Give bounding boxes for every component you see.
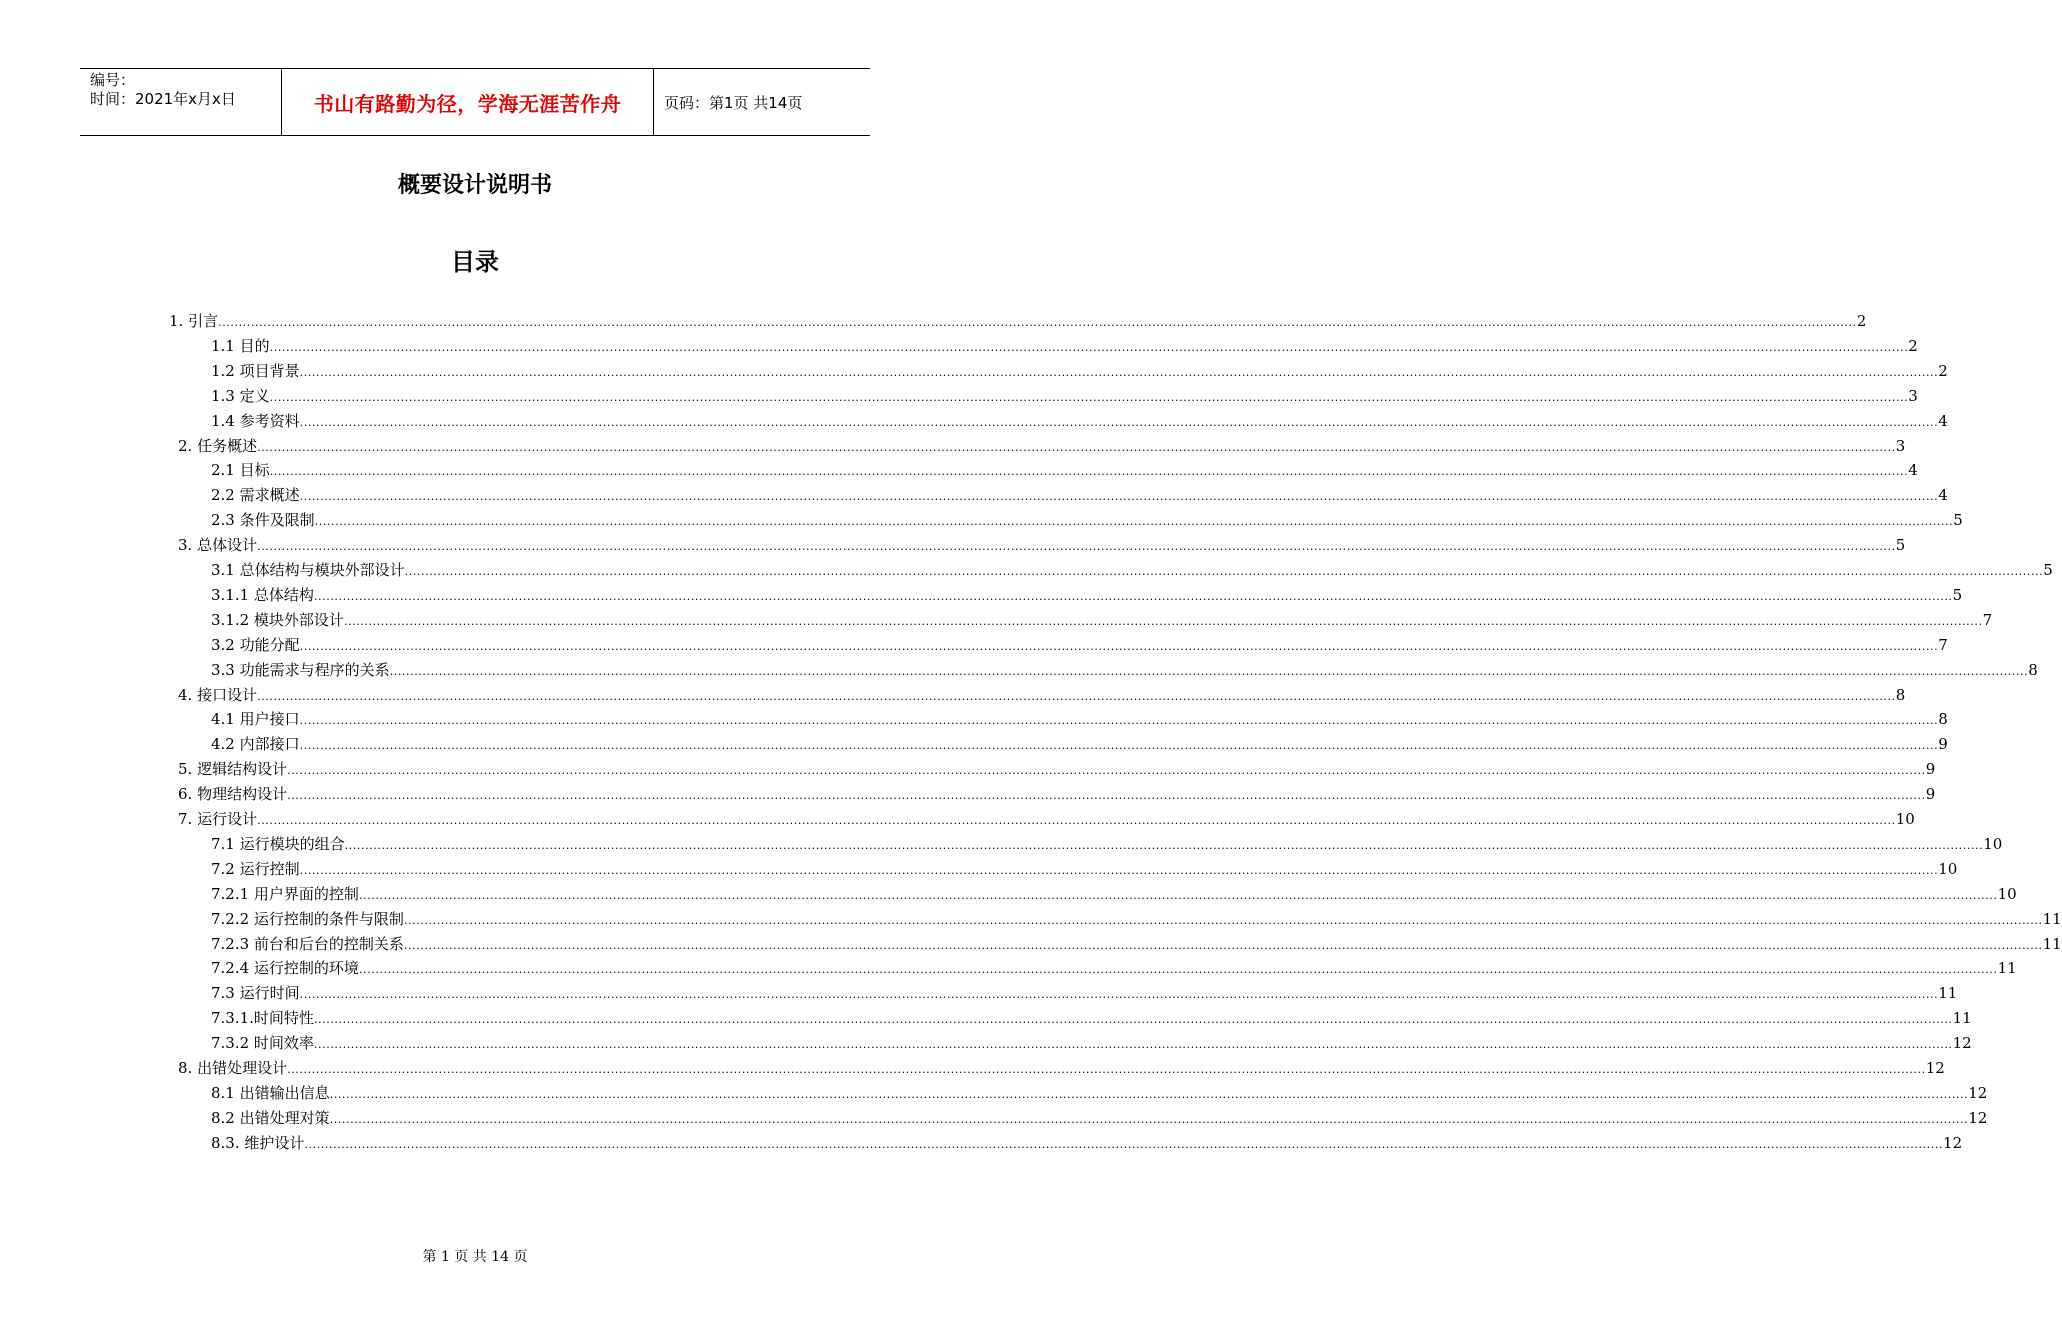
toc-dot-leader: ................................................................................................................................................................................................................................................................................................................................................................................................................ [299, 639, 1939, 653]
header-number: 编号： [90, 71, 136, 89]
toc-entry[interactable] [211, 409, 1948, 433]
toc-entry-page: 9 [1938, 735, 1948, 754]
toc-dot-leader: ................................................................................................................................................................................................................................................................................................................................................................................................................ [358, 888, 1998, 902]
toc-dot-leader: ................................................................................................................................................................................................................................................................................................................................................................................................................ [269, 390, 1909, 404]
toc-entry-label: 3.3 功能需求与程序的关系 [211, 660, 390, 679]
toc-entry-label: 2.2 需求概述 [211, 486, 300, 505]
toc-entry-label: 8.1 出错输出信息 [211, 1083, 330, 1102]
toc-entry-label: 6. 物理结构设计 [178, 785, 288, 804]
toc-entry-label: 1.4 参考资料 [211, 411, 300, 430]
toc-entry-label: 7.3.2 时间效率 [211, 1034, 314, 1053]
toc-dot-leader: ................................................................................................................................................................................................................................................................................................................................................................................................................ [257, 814, 1896, 827]
toc-dot-leader: ................................................................................................................................................................................................................................................................................................................................................................................................................ [257, 689, 1896, 703]
toc-dot-leader: ................................................................................................................................................................................................................................................................................................................................................................................................................ [269, 340, 1909, 354]
toc-entry-label: 8.2 出错处理对策 [211, 1108, 330, 1127]
toc-entry-page: 7 [1982, 610, 1993, 629]
toc-entry-page: 9 [1925, 760, 1936, 779]
toc-entry-page: 4 [1938, 411, 1948, 430]
toc-entry[interactable] [211, 932, 2062, 956]
document-title: 概要设计说明书 [397, 172, 552, 198]
toc-dot-leader: ................................................................................................................................................................................................................................................................................................................................................................................................................ [358, 963, 1998, 977]
toc-entry-label: 8. 出错处理设计 [178, 1059, 288, 1077]
toc-entry-label: 4. 接口设计 [178, 685, 258, 704]
toc-entry-page: 11 [1938, 984, 1958, 1003]
toc-entry-label: 4.2 内部接口 [211, 735, 300, 754]
toc-entry-label: 8.3. 维护设计 [211, 1133, 305, 1152]
toc-entry-page: 3 [1908, 386, 1918, 405]
toc-entry-label: 3. 总体设计 [178, 536, 258, 555]
toc-entry-label: 7.2.2 运行控制的条件与限制 [211, 909, 404, 928]
toc-dot-leader: ................................................................................................................................................................................................................................................................................................................................................................................................................ [299, 988, 1939, 1002]
toc-dot-leader: ................................................................................................................................................................................................................................................................................................................................................................................................................ [344, 838, 1984, 852]
toc-entry-page: 2 [1856, 312, 1867, 330]
toc-entry-page: 2 [1908, 336, 1918, 355]
toc-entry-page: 2 [1938, 361, 1948, 380]
toc-entry-page: 12 [1968, 1108, 1988, 1127]
toc-entry[interactable] [211, 1081, 1988, 1105]
toc-dot-leader: ................................................................................................................................................................................................................................................................................................................................................................................................................ [299, 714, 1939, 728]
toc-entry[interactable] [211, 334, 1918, 358]
toc-entry[interactable] [211, 359, 1948, 383]
page-footer: 第 1 页 共 14 页 [422, 1249, 528, 1265]
toc-entry[interactable] [211, 583, 1963, 607]
toc-entry[interactable] [178, 782, 1936, 806]
toc-entry[interactable] [211, 558, 2053, 582]
toc-dot-leader: ................................................................................................................................................................................................................................................................................................................................................................................................................ [304, 1137, 1944, 1151]
toc-entry-label: 2.3 条件及限制 [211, 511, 315, 530]
toc-entry-label: 7.2.3 前台和后台的控制关系 [211, 934, 404, 953]
toc-entry-label: 2. 任务概述 [178, 436, 258, 455]
toc-entry-page: 11 [1952, 1009, 1972, 1028]
toc-entry-label: 7.1 运行模块的组合 [211, 834, 345, 853]
toc-dot-leader: ................................................................................................................................................................................................................................................................................................................................................................................................................ [257, 540, 1896, 554]
toc-entry-label: 3.1.2 模块外部设计 [211, 610, 344, 629]
toc-dot-leader: ................................................................................................................................................................................................................................................................................................................................................................................................................ [314, 515, 1954, 529]
toc-entry-page: 5 [1895, 536, 1906, 555]
toc-dot-leader: ................................................................................................................................................................................................................................................................................................................................................................................................................ [389, 664, 2029, 678]
toc-dot-leader: ................................................................................................................................................................................................................................................................................................................................................................................................................ [299, 415, 1939, 429]
toc-entry[interactable] [211, 633, 1948, 657]
toc-dot-leader: ................................................................................................................................................................................................................................................................................................................................................................................................................ [257, 440, 1896, 454]
toc-entry-page: 12 [1925, 1059, 1945, 1077]
toc-entry[interactable] [211, 608, 1993, 632]
toc-entry-label: 5. 逻辑结构设计 [178, 760, 288, 779]
toc-entry-label: 3.1.1 总体结构 [211, 585, 314, 604]
toc-dot-leader: ................................................................................................................................................................................................................................................................................................................................................................................................................ [404, 565, 2044, 578]
toc-entry-label: 1.2 项目背景 [211, 361, 300, 380]
toc-entry[interactable] [211, 832, 2003, 856]
toc-entry[interactable] [211, 981, 1958, 1005]
toc-dot-leader: ................................................................................................................................................................................................................................................................................................................................................................................................................ [287, 764, 1926, 778]
toc-entry[interactable] [211, 1006, 1972, 1030]
toc-dot-leader: ................................................................................................................................................................................................................................................................................................................................................................................................................ [329, 1087, 1969, 1101]
toc-entry-page: 4 [1938, 486, 1948, 505]
header-date: 时间：2021年x月x日 [90, 90, 236, 108]
toc-entry-label: 4.1 用户接口 [211, 710, 300, 729]
toc-entry-page: 11 [2042, 909, 2062, 928]
toc-entry-page: 7 [1938, 635, 1948, 654]
toc-dot-leader: ................................................................................................................................................................................................................................................................................................................................................................................................................ [299, 739, 1939, 753]
toc-entry[interactable] [178, 434, 1906, 458]
toc-entry-label: 7.3.1.时间特性 [211, 1009, 314, 1028]
toc-title: 目录 [451, 247, 499, 276]
toc-entry-page: 12 [1952, 1034, 1972, 1053]
toc-entry[interactable] [211, 508, 1963, 532]
toc-entry[interactable] [211, 658, 2038, 682]
toc-entry-label: 1.3 定义 [211, 386, 270, 405]
toc-dot-leader: ................................................................................................................................................................................................................................................................................................................................................................................................................ [313, 1038, 1953, 1052]
toc-entry-label: 1. 引言 [169, 312, 219, 330]
toc-dot-leader: ................................................................................................................................................................................................................................................................................................................................................................................................................ [287, 789, 1926, 803]
toc-dot-leader: ................................................................................................................................................................................................................................................................................................................................................................................................................ [403, 913, 2043, 927]
toc-entry-page: 3 [1895, 436, 1906, 455]
toc-entry-label: 7.2.1 用户界面的控制 [211, 884, 359, 903]
toc-entry[interactable] [211, 483, 1948, 507]
toc-entry[interactable] [211, 882, 2017, 906]
toc-entry-label: 1.1 目的 [211, 336, 270, 355]
toc-dot-leader: ................................................................................................................................................................................................................................................................................................................................................................................................................ [299, 490, 1939, 504]
toc-entry[interactable] [211, 707, 1948, 731]
toc-entry-page: 5 [1952, 585, 1963, 604]
toc-entry[interactable] [211, 1106, 1988, 1130]
toc-entry[interactable] [211, 1131, 1963, 1155]
toc-entry[interactable] [169, 309, 1867, 333]
toc-entry[interactable] [211, 732, 1948, 756]
header-motto-cell [281, 69, 654, 135]
toc-entry-label: 2.1 目标 [211, 461, 270, 480]
toc-dot-leader: ................................................................................................................................................................................................................................................................................................................................................................................................................ [299, 365, 1939, 379]
toc-entry-label: 3.1 总体结构与模块外部设计 [211, 561, 405, 579]
toc-entry-page: 11 [1997, 959, 2017, 978]
toc-entry-page: 8 [2028, 660, 2038, 679]
toc-entry[interactable] [178, 1056, 1945, 1080]
toc-entry[interactable] [178, 757, 1936, 781]
header-page-info: 页码：第1页 共14页 [664, 93, 803, 112]
toc-entry-label: 7.2.4 运行控制的环境 [211, 959, 359, 978]
toc-entry[interactable] [211, 956, 2017, 980]
header-meta [80, 69, 281, 135]
toc-entry-label: 7.2 运行控制 [211, 859, 300, 878]
toc-entry[interactable] [211, 857, 1958, 881]
toc-entry-label: 7. 运行设计 [178, 810, 258, 828]
toc-entry-page: 9 [1925, 785, 1936, 804]
toc-entry[interactable] [211, 1031, 1972, 1055]
toc-entry-page: 8 [1895, 685, 1906, 704]
toc-entry-page: 11 [2042, 934, 2062, 953]
toc-entry-page: 5 [1953, 511, 1963, 530]
toc-dot-leader: ................................................................................................................................................................................................................................................................................................................................................................................................................ [287, 1063, 1926, 1076]
toc-dot-leader: ................................................................................................................................................................................................................................................................................................................................................................................................................ [343, 614, 1983, 628]
toc-entry-label: 7.3 运行时间 [211, 984, 300, 1003]
toc-entry[interactable] [211, 458, 1918, 482]
toc-entry-page: 5 [2043, 561, 2053, 579]
toc-entry[interactable] [178, 533, 1906, 557]
toc-entry-page: 10 [1938, 859, 1958, 878]
toc-entry[interactable] [211, 907, 2062, 931]
toc-entry-page: 8 [1938, 710, 1948, 729]
toc-entry-label: 3.2 功能分配 [211, 635, 300, 654]
toc-entry-page: 10 [1997, 884, 2017, 903]
toc-entry-page: 12 [1943, 1133, 1963, 1152]
toc-dot-leader: ................................................................................................................................................................................................................................................................................................................................................................................................................ [218, 316, 1857, 329]
toc-entry-page: 10 [1983, 834, 2003, 853]
toc-entry-page: 12 [1968, 1083, 1988, 1102]
toc-dot-leader: ................................................................................................................................................................................................................................................................................................................................................................................................................ [329, 1112, 1969, 1126]
header-motto: 书山有路勤为径，学海无涯苦作舟 [313, 91, 622, 116]
toc-entry[interactable] [211, 384, 1918, 408]
toc-entry[interactable] [178, 683, 1906, 707]
toc-dot-leader: ................................................................................................................................................................................................................................................................................................................................................................................................................ [299, 863, 1939, 877]
toc-entry[interactable] [178, 807, 1915, 831]
toc-dot-leader: ................................................................................................................................................................................................................................................................................................................................................................................................................ [403, 938, 2043, 952]
toc-dot-leader: ................................................................................................................................................................................................................................................................................................................................................................................................................ [269, 465, 1909, 479]
toc-entry-page: 10 [1895, 810, 1915, 828]
toc-dot-leader: ................................................................................................................................................................................................................................................................................................................................................................................................................ [313, 1013, 1953, 1027]
page-header [80, 68, 870, 136]
toc-entry-page: 4 [1908, 461, 1918, 480]
toc-dot-leader: ................................................................................................................................................................................................................................................................................................................................................................................................................ [313, 589, 1953, 603]
